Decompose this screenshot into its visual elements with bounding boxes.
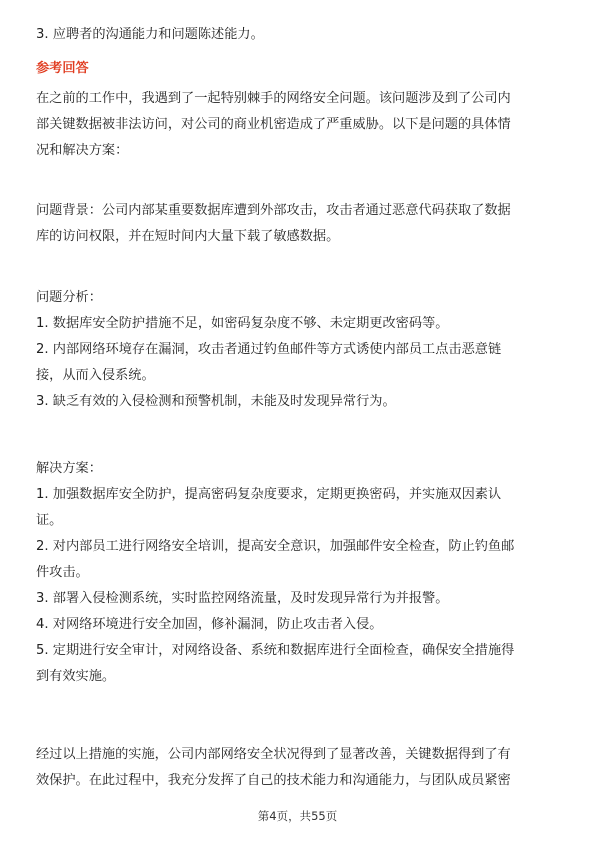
solution-title: 解决方案： [36, 461, 102, 476]
intro-paragraph [36, 86, 562, 164]
analysis-title: 问题分析： [36, 290, 102, 305]
list-line: 3. 部署入侵检测系统，实时监控网络流量，及时发现异常行为并报警。 [36, 591, 449, 606]
analysis-section [36, 285, 562, 415]
list-line: 1. 数据库安全防护措施不足，如密码复杂度不够、未定期更改密码等。 [36, 316, 449, 331]
question-item-text: 3. 应聘者的沟通能力和问题陈述能力。 [36, 27, 264, 42]
list-line: 4. 对网络环境进行安全加固，修补漏洞，防止攻击者入侵。 [36, 617, 383, 632]
background-paragraph [36, 198, 562, 250]
paragraph-line: 在之前的工作中，我遇到了一起特别棘手的网络安全问题。该问题涉及到了公司内 [36, 91, 511, 106]
list-line: 2. 内部网络环境存在漏洞，攻击者通过钓鱼邮件等方式诱使内部员工点击恶意链 [36, 342, 502, 357]
list-line: 1. 加强数据库安全防护，提高密码复杂度要求，定期更换密码，并实施双因素认 [36, 487, 502, 502]
question-item-3 [36, 22, 562, 48]
solution-section [36, 456, 562, 690]
list-line: 接，从而入侵系统。 [36, 368, 155, 383]
list-line: 件攻击。 [36, 565, 89, 580]
paragraph-line: 况和解决方案： [36, 143, 129, 158]
list-line: 到有效实施。 [36, 669, 116, 684]
answer-heading-block [36, 56, 562, 82]
paragraph-line: 库的访问权限，并在短时间内大量下载了敏感数据。 [36, 229, 340, 244]
paragraph-line: 部关键数据被非法访问，对公司的商业机密造成了严重威胁。以下是问题的具体情 [36, 117, 511, 132]
list-line: 证。 [36, 513, 63, 528]
paragraph-line: 效保护。在此过程中，我充分发挥了自己的技术能力和沟通能力，与团队成员紧密 [36, 773, 511, 788]
list-line: 3. 缺乏有效的入侵检测和预警机制，未能及时发现异常行为。 [36, 394, 396, 409]
conclusion-paragraph [36, 742, 562, 794]
paragraph-line: 问题背景：公司内部某重要数据库遭到外部攻击，攻击者通过恶意代码获取了数据 [36, 203, 511, 218]
list-line: 2. 对内部员工进行网络安全培训，提高安全意识，加强邮件安全检查，防止钓鱼邮 [36, 539, 515, 554]
list-line: 5. 定期进行安全审计，对网络设备、系统和数据库进行全面检查，确保安全措施得 [36, 643, 515, 658]
page-number-footer: 第4页，共55页 [257, 809, 338, 823]
answer-heading: 参考回答 [36, 61, 89, 76]
paragraph-line: 经过以上措施的实施，公司内部网络安全状况得到了显著改善，关键数据得到了有 [36, 747, 511, 762]
